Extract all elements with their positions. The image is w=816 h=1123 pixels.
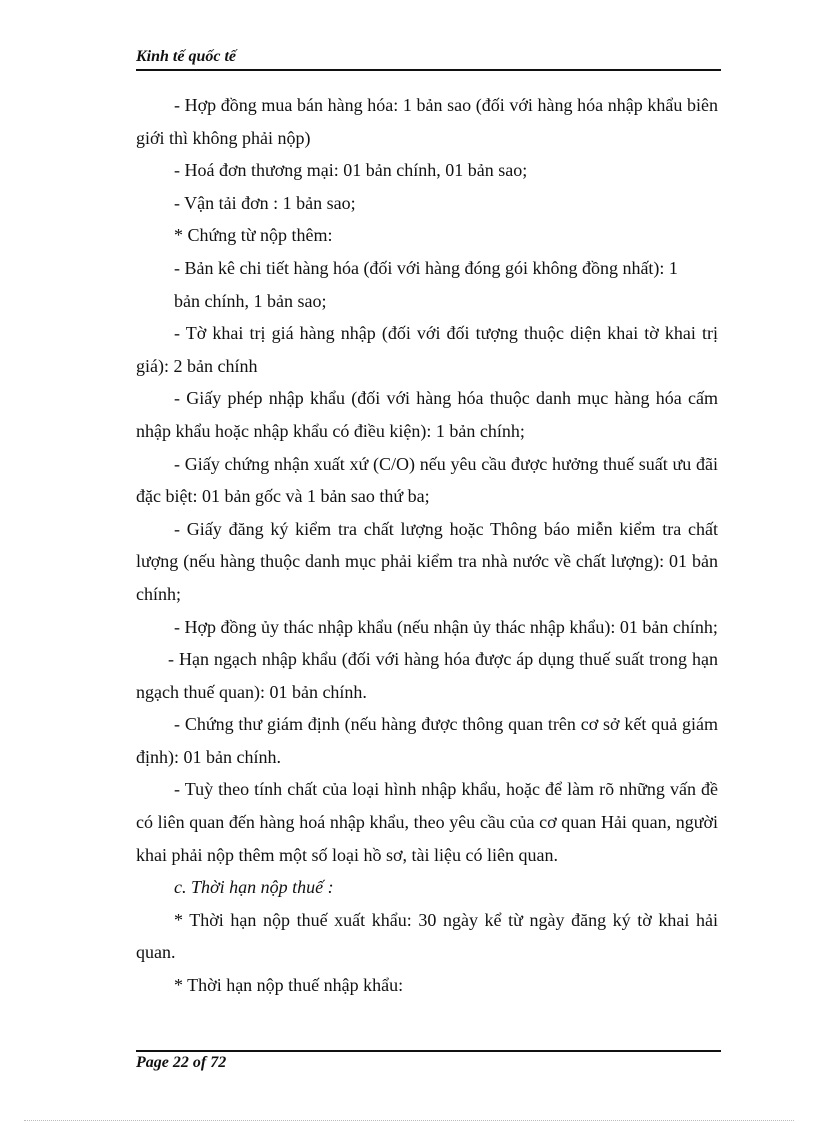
paragraph-certificate-of-origin: - Giấy chứng nhận xuất xứ (C/O) nếu yêu cầu được hưởng thuế suất ưu đãi đặc biệt: 01 bản gốc và 1 bản sao thứ ba; (136, 453, 718, 507)
paragraph-import-quota: - Hạn ngạch nhập khẩu (đối với hàng hóa được áp dụng thuế suất trong hạn ngạch thuế quan): 01 bản chính. (136, 649, 718, 702)
page-edge-divider (24, 1120, 794, 1121)
paragraph-export-tax-deadline: * Thời hạn nộp thuế xuất khẩu: 30 ngày kể từ ngày đăng ký tờ khai hải quan. (136, 909, 718, 963)
paragraph-entrustment-contract: - Hợp đồng ủy thác nhập khẩu (nếu nhận ủy thác nhập khẩu): 01 bản chính; (174, 616, 718, 637)
paragraph-additional-docs-heading: * Chứng từ nộp thêm: (174, 225, 333, 246)
paragraph-contract: - Hợp đồng mua bán hàng hóa: 1 bản sao (đối với hàng hóa nhập khẩu biên giới thì không phải nộp) (136, 95, 718, 148)
running-header: Kinh tế quốc tế (136, 48, 237, 65)
paragraph-inspection-certificate: - Chứng thư giám định (nếu hàng được thông quan trên cơ sở kết quả giám định): 01 bản chính. (136, 714, 718, 767)
paragraph-packing-list: - Bản kê chi tiết hàng hóa (đối với hàng đóng gói không đồng nhất): 1 (174, 257, 678, 278)
paragraph-value-declaration: - Tờ khai trị giá hàng nhập (đối với đối tượng thuộc diện khai tờ khai trị giá): 2 bản chính (136, 323, 718, 376)
paragraph-invoice: - Hoá đơn thương mại: 01 bản chính, 01 bản sao; (174, 160, 528, 181)
paragraph-packing-list-cont: bản chính, 1 bản sao; (174, 290, 327, 311)
section-heading-tax-deadline: c. Thời hạn nộp thuế : (174, 877, 334, 898)
page-number: Page 22 of 72 (136, 1054, 227, 1071)
document-body (136, 89, 718, 1002)
paragraph-other-documents: - Tuỳ theo tính chất của loại hình nhập khẩu, hoặc để làm rõ những vấn đề có liên quan đến hàng hoá nhập khẩu, theo yêu cầu của cơ quan Hải quan, người khai phải nộp thêm một số loại hồ sơ, tài liệu có liên quan. (136, 779, 718, 865)
header-rule (136, 69, 721, 71)
paragraph-bill-of-lading: - Vận tải đơn : 1 bản sao; (174, 192, 356, 213)
paragraph-import-tax-deadline: * Thời hạn nộp thuế nhập khẩu: (174, 975, 404, 996)
paragraph-quality-inspection: - Giấy đăng ký kiểm tra chất lượng hoặc Thông báo miễn kiểm tra chất lượng (nếu hàng thuộc danh mục phải kiểm tra nhà nước về chất lượng): 01 bản chính; (136, 518, 718, 604)
paragraph-import-license: - Giấy phép nhập khẩu (đối với hàng hóa thuộc danh mục hàng hóa cấm nhập khẩu hoặc nhập khẩu có điều kiện): 1 bản chính; (136, 388, 718, 441)
footer-rule (136, 1050, 721, 1052)
